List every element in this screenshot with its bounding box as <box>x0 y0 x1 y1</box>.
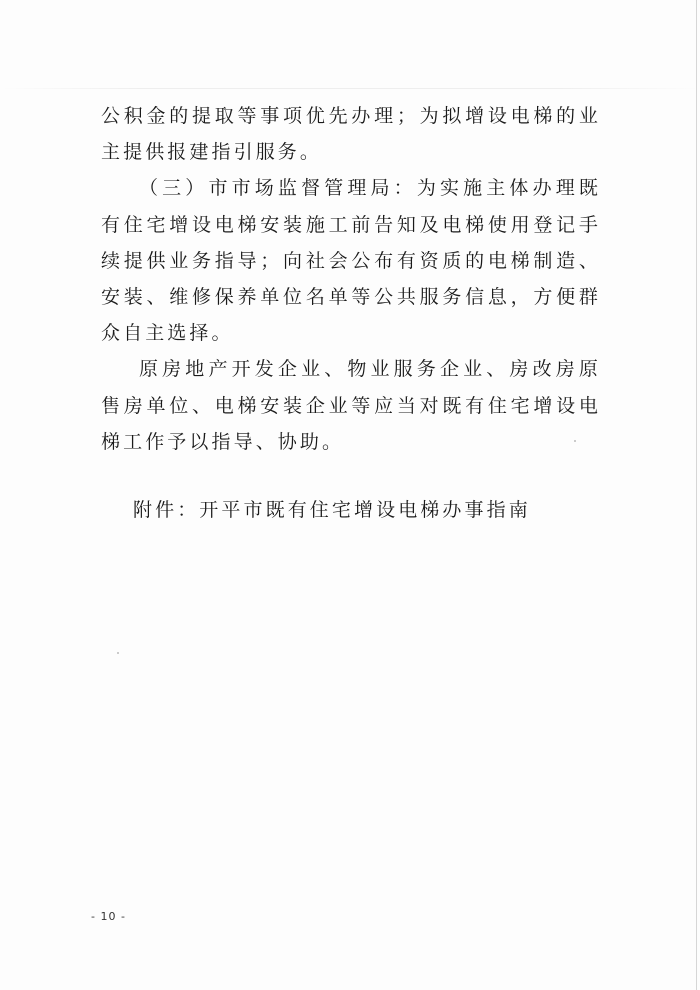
scan-artifact-line <box>0 88 700 89</box>
paragraph-market-supervision: （三）市市场监督管理局：为实施主体办理既有住宅增设电梯安装施工前告知及电梯使用登记手续提供业务指导；向社会公布有资质的电梯制造、安装、维修保养单位名单等公共服务信息，方便群众自主选择。 <box>101 177 601 345</box>
scan-speck <box>574 440 576 442</box>
document-body <box>101 98 601 528</box>
paragraph-gap <box>101 460 601 492</box>
attachment-line: 附件：开平市既有住宅增设电梯办事指南 <box>133 499 531 522</box>
scan-speck <box>117 652 119 654</box>
paragraph-enterprises: 原房地产开发企业、物业服务企业、房改房原售房单位、电梯安装企业等应当对既有住宅增设电梯工作予以指导、协助。 <box>101 358 601 453</box>
paragraph-continuation: 公积金的提取等事项优先办理；为拟增设电梯的业主提供报建指引服务。 <box>101 105 601 164</box>
page-number: - 10 - <box>91 910 126 923</box>
scan-border <box>696 0 697 990</box>
